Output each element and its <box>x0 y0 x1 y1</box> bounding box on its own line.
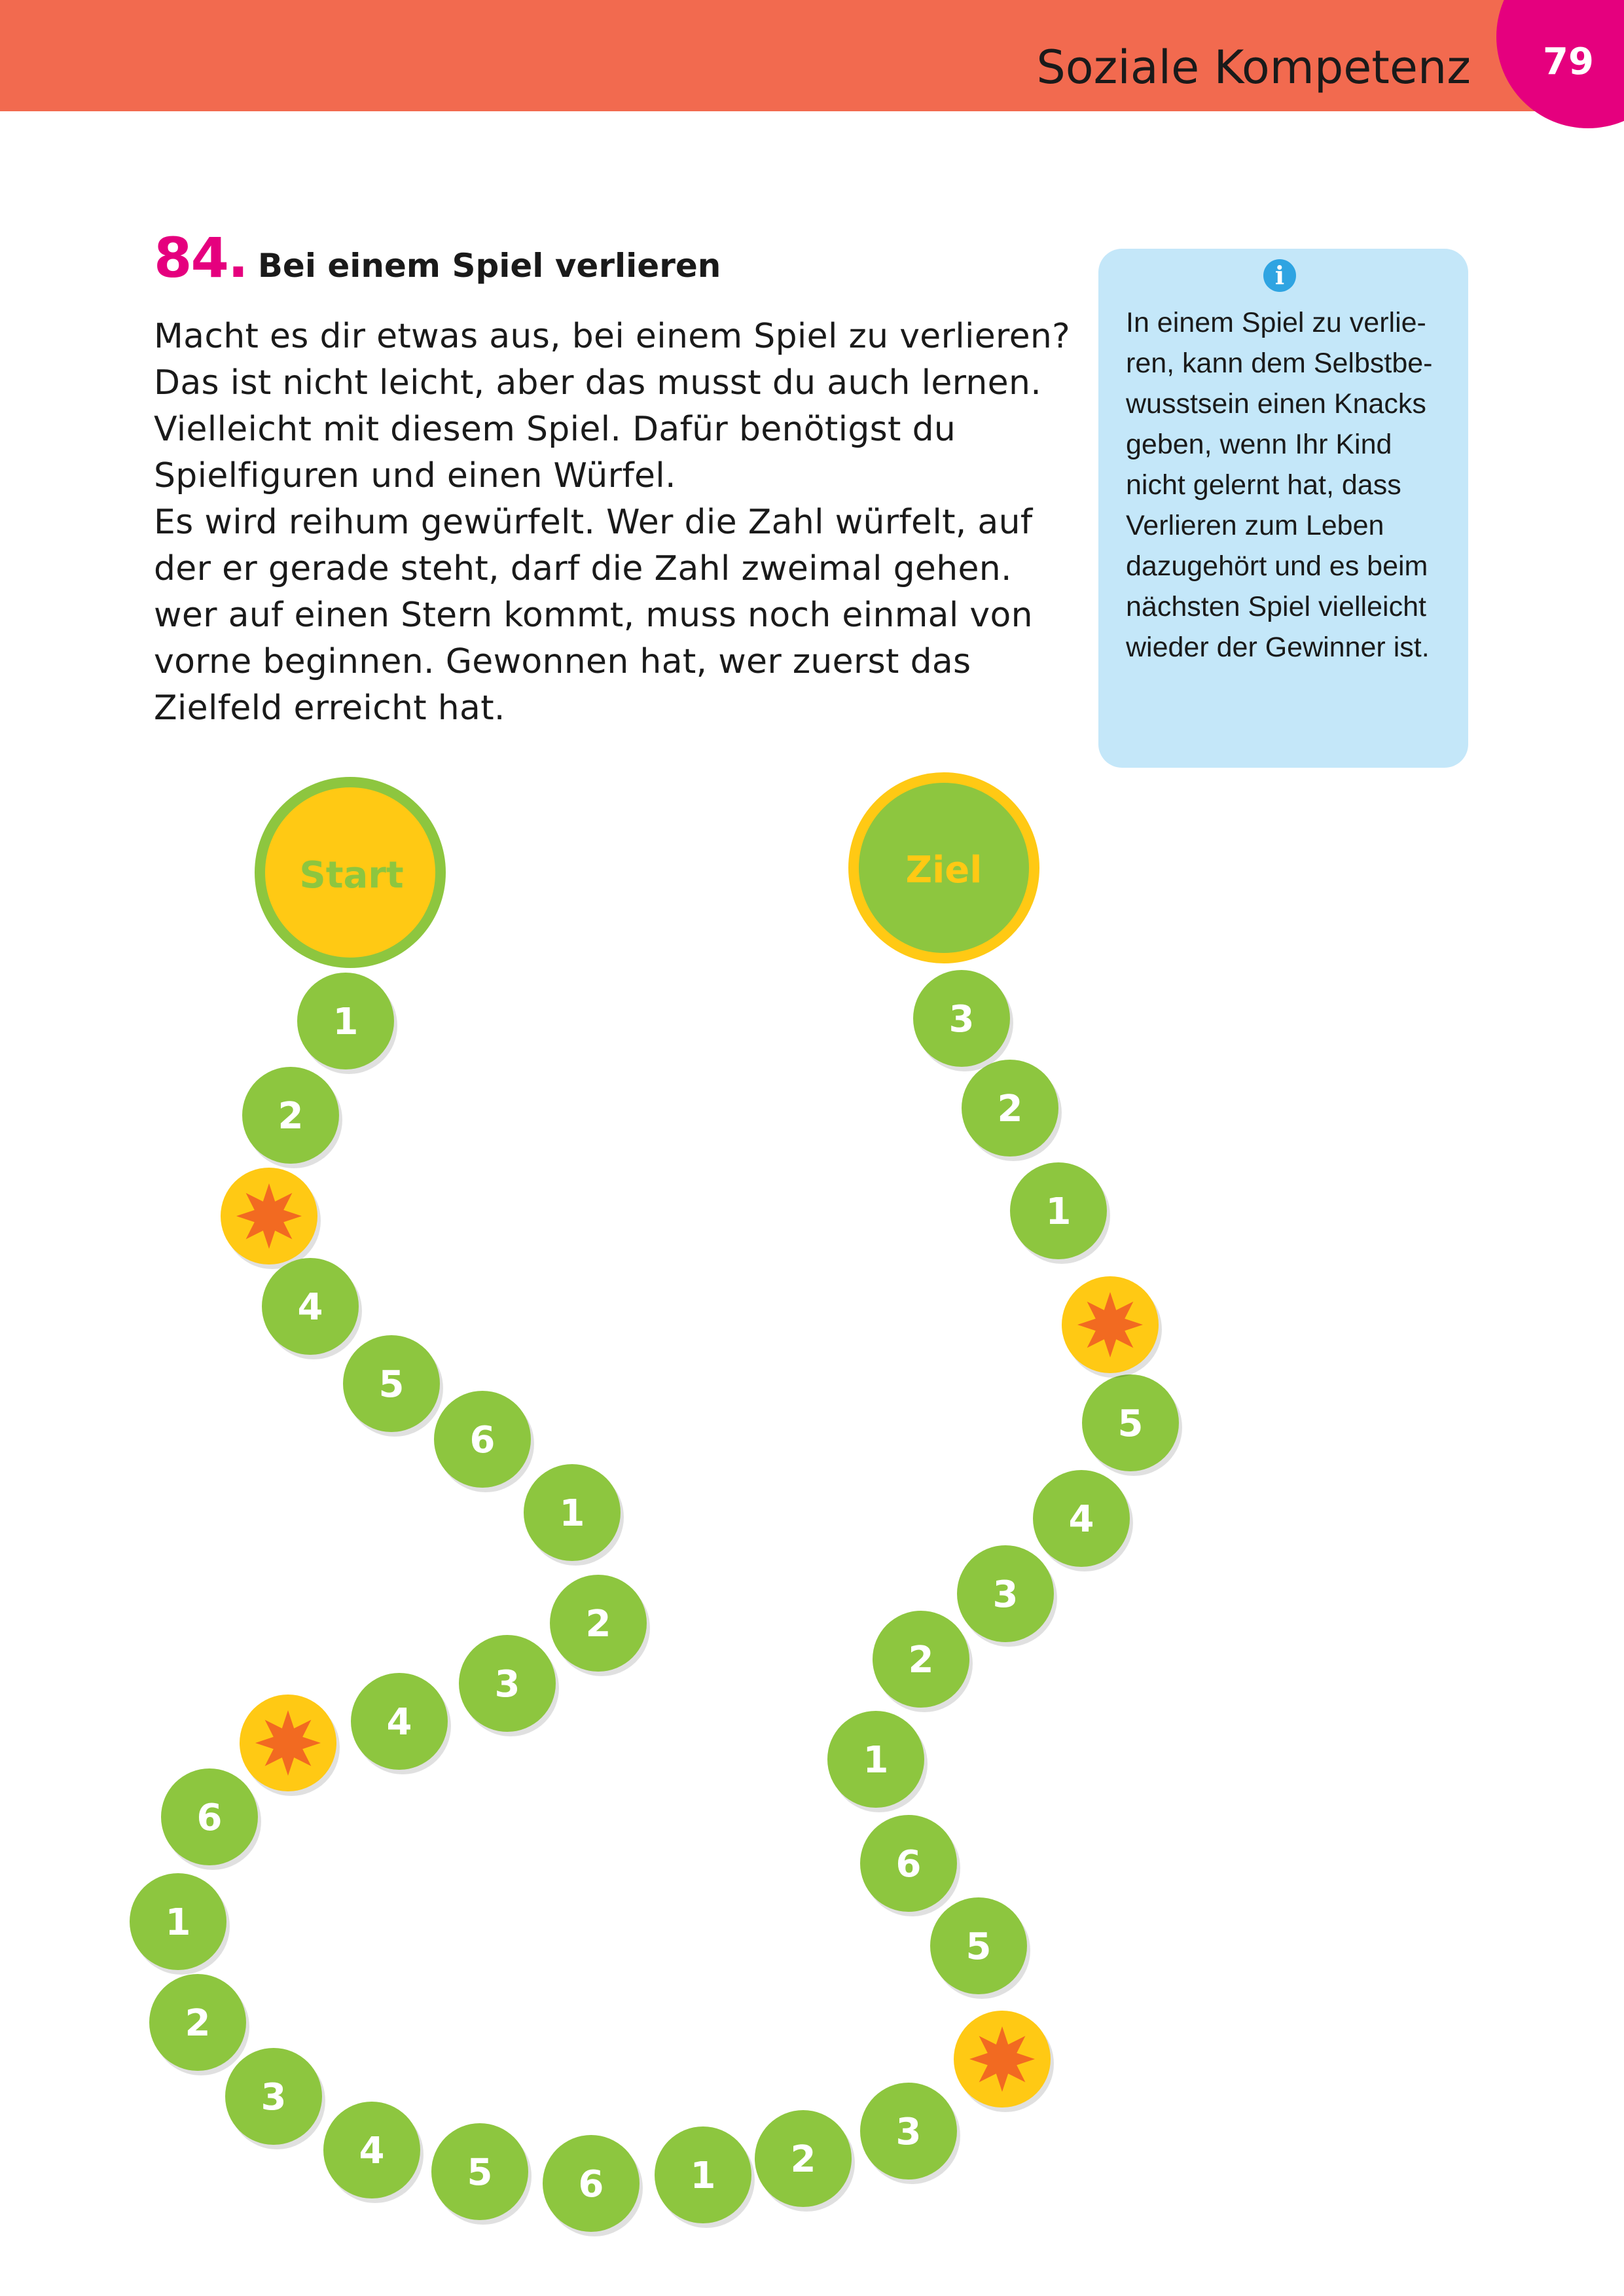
goal-label: Ziel <box>905 849 983 891</box>
star-field <box>954 2011 1054 2112</box>
field-number: 2 <box>790 2138 816 2181</box>
exercise-number: 84. <box>154 226 247 290</box>
field-number: 1 <box>863 1739 889 1782</box>
board-fields <box>130 970 1182 2236</box>
number-field <box>524 1464 624 1566</box>
section-title: Soziale Kompetenz <box>1036 41 1471 94</box>
number-field <box>262 1258 362 1359</box>
number-field <box>957 1545 1057 1647</box>
number-field <box>161 1768 261 1870</box>
number-field <box>1082 1374 1182 1476</box>
number-field <box>242 1067 342 1168</box>
star-icon <box>1077 1292 1143 1357</box>
star-field <box>240 1695 340 1796</box>
number-field <box>434 1391 534 1492</box>
number-field <box>860 2083 960 2184</box>
field-number: 2 <box>997 1088 1023 1130</box>
number-field <box>431 2123 532 2225</box>
field-number: 4 <box>297 1286 323 1329</box>
field-number: 2 <box>908 1639 934 1681</box>
page-number: 79 <box>1543 41 1594 83</box>
number-field <box>873 1611 973 1712</box>
star-field <box>1062 1276 1162 1378</box>
start-field <box>260 782 441 963</box>
star-icon <box>236 1183 302 1249</box>
number-field <box>459 1635 559 1736</box>
number-field <box>130 1873 230 1975</box>
field-number: 1 <box>1045 1191 1072 1233</box>
number-field <box>1033 1470 1133 1571</box>
field-number: 6 <box>895 1843 922 1886</box>
field-number: 2 <box>185 2002 211 2045</box>
star-icon <box>969 2026 1035 2092</box>
number-field <box>755 2110 855 2212</box>
field-number: 3 <box>992 1573 1019 1616</box>
number-field <box>543 2135 643 2236</box>
number-field <box>930 1897 1030 1999</box>
field-number: 5 <box>467 2151 493 2194</box>
star-icon <box>255 1710 321 1776</box>
field-number: 1 <box>333 1001 359 1043</box>
number-field <box>1010 1162 1110 1264</box>
number-field <box>149 1974 249 2075</box>
number-field <box>913 970 1013 1071</box>
field-number: 1 <box>690 2155 716 2197</box>
field-number: 3 <box>948 998 975 1041</box>
field-number: 4 <box>386 1701 412 1744</box>
number-field <box>655 2126 755 2228</box>
number-field <box>323 2102 424 2203</box>
number-field <box>343 1335 443 1437</box>
field-number: 5 <box>965 1926 992 1968</box>
number-field <box>351 1673 451 1774</box>
number-field <box>550 1575 650 1676</box>
field-number: 6 <box>196 1797 223 1839</box>
exercise-title: Bei einem Spiel verlieren <box>257 247 721 285</box>
start-label: Start <box>299 854 404 897</box>
star-field <box>221 1168 321 1269</box>
number-field <box>827 1711 928 1812</box>
exercise-instructions: Macht es dir etwas aus, bei einem Spiel zu verlieren? Das ist nicht leicht, aber das musst du auch lernen. Vielleicht mit diesem Spiel. Dafür benötigst du Spielfiguren und einen Würfel. Es wird reihum gewürfelt. Wer die Zahl würfelt, auf der er gerade steht, darf die Zahl zweimal gehen. wer auf einen Stern kommt, muss noch einmal von vorne beginnen. Gewonnen hat, wer zuerst das Zielfeld erreicht hat. <box>154 317 1071 728</box>
field-number: 4 <box>1068 1498 1094 1541</box>
field-number: 6 <box>469 1419 496 1462</box>
number-field <box>297 973 397 1074</box>
field-number: 2 <box>278 1095 304 1138</box>
field-number: 1 <box>559 1492 585 1535</box>
number-field <box>225 2048 325 2149</box>
number-field <box>962 1060 1062 1161</box>
goal-field <box>854 778 1034 958</box>
field-number: 3 <box>494 1663 520 1706</box>
number-field <box>860 1815 960 1916</box>
info-icon: i <box>1263 259 1296 292</box>
field-number: 6 <box>578 2163 604 2206</box>
field-number: 5 <box>378 1363 405 1406</box>
field-number: 2 <box>585 1603 611 1645</box>
field-number: 3 <box>261 2076 287 2119</box>
field-number: 4 <box>359 2130 385 2172</box>
info-text: In einem Spiel zu verlie- ren, kann dem Selbstbe- wusstsein einen Knacks geben, wenn Ihr Kind nicht gelernt hat, dass Verlieren zum Leben dazugehört und es beim nächsten Spiel vielleicht wieder der Gewinner ist. <box>1126 307 1433 663</box>
field-number: 5 <box>1117 1403 1144 1445</box>
field-number: 1 <box>165 1901 191 1944</box>
field-number: 3 <box>895 2111 922 2153</box>
